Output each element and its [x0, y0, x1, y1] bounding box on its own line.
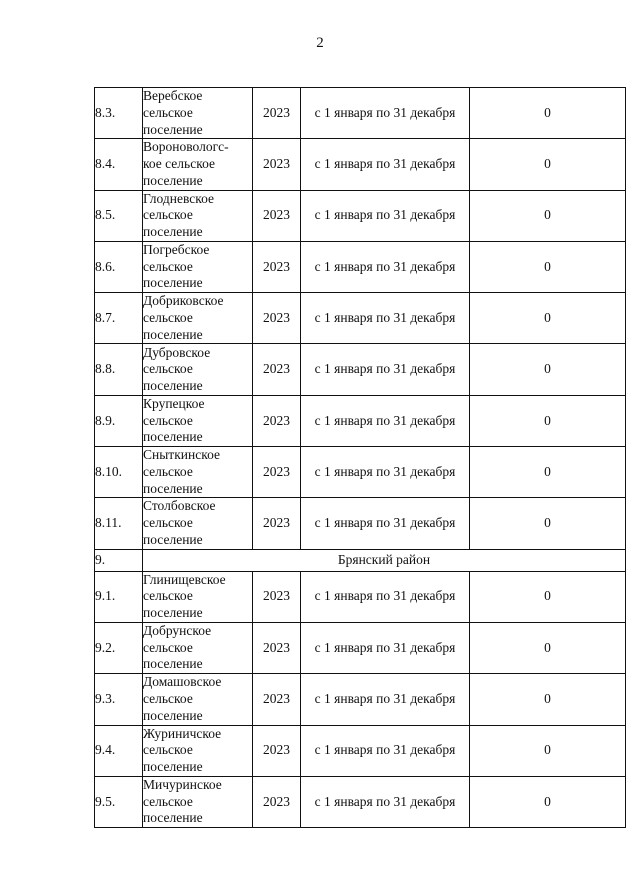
settlement-name-line: кое сельское	[143, 156, 215, 172]
settlement-name-line: поселение	[143, 224, 203, 240]
table-row	[95, 776, 626, 827]
settlement-name-line: Столбовское	[143, 498, 216, 514]
settlement-name-line: поселение	[143, 656, 203, 672]
row-number: 8.6.	[95, 241, 143, 292]
year-cell: 2023	[253, 447, 301, 498]
settlement-name-line: поселение	[143, 326, 203, 342]
period-cell: с 1 января по 31 декабря	[301, 395, 470, 446]
row-number: 8.3.	[95, 88, 143, 139]
row-number: 8.10.	[95, 447, 143, 498]
year-cell: 2023	[253, 571, 301, 622]
row-number: 9.4.	[95, 725, 143, 776]
settlement-name-line: поселение	[143, 275, 203, 291]
settlements-table	[94, 87, 626, 828]
year-cell: 2023	[253, 674, 301, 725]
settlement-name-line: поселение	[143, 172, 203, 188]
settlement-name-line: сельское	[143, 412, 193, 428]
period-cell: с 1 января по 31 декабря	[301, 571, 470, 622]
settlement-name-line: поселение	[143, 121, 203, 137]
value-cell: 0	[470, 395, 626, 446]
value-cell: 0	[470, 776, 626, 827]
period-cell: с 1 января по 31 декабря	[301, 447, 470, 498]
settlement-name-line: поселение	[143, 707, 203, 723]
year-cell: 2023	[253, 725, 301, 776]
settlement-name-line: сельское	[143, 207, 193, 223]
value-cell: 0	[470, 293, 626, 344]
period-cell: с 1 января по 31 декабря	[301, 344, 470, 395]
settlement-name	[143, 293, 253, 344]
section-row	[95, 549, 626, 571]
settlement-name-line: сельское	[143, 104, 193, 120]
row-number: 8.11.	[95, 498, 143, 549]
year-cell: 2023	[253, 190, 301, 241]
year-cell: 2023	[253, 622, 301, 673]
settlement-name-line: поселение	[143, 810, 203, 826]
table-row	[95, 344, 626, 395]
settlement-name	[143, 395, 253, 446]
value-cell: 0	[470, 88, 626, 139]
settlement-name-line: Добриковское	[143, 293, 224, 309]
table-row	[95, 88, 626, 139]
settlement-name-line: Глодневское	[143, 190, 215, 206]
value-cell: 0	[470, 674, 626, 725]
settlement-name	[143, 498, 253, 549]
section-number: 9.	[95, 549, 143, 571]
period-cell: с 1 января по 31 декабря	[301, 674, 470, 725]
period-cell: с 1 января по 31 декабря	[301, 725, 470, 776]
value-cell: 0	[470, 139, 626, 190]
settlement-name	[143, 139, 253, 190]
settlement-name	[143, 674, 253, 725]
table-row	[95, 395, 626, 446]
row-number: 9.5.	[95, 776, 143, 827]
settlement-name-line: сельское	[143, 309, 193, 325]
period-cell: с 1 января по 31 декабря	[301, 293, 470, 344]
table-body	[95, 88, 626, 828]
row-number: 8.9.	[95, 395, 143, 446]
settlement-name-line: поселение	[143, 377, 203, 393]
settlement-name-line: поселение	[143, 480, 203, 496]
table-row	[95, 498, 626, 549]
period-cell: с 1 января по 31 декабря	[301, 622, 470, 673]
year-cell: 2023	[253, 293, 301, 344]
period-cell: с 1 января по 31 декабря	[301, 139, 470, 190]
table-row	[95, 190, 626, 241]
year-cell: 2023	[253, 498, 301, 549]
settlement-name-line: Журиничское	[143, 725, 222, 741]
settlement-name-line: поселение	[143, 531, 203, 547]
table-row	[95, 293, 626, 344]
settlement-name-line: Мичуринское	[143, 776, 222, 792]
settlement-name-line: Вороновологс-	[143, 139, 229, 155]
settlement-name-line: сельское	[143, 691, 193, 707]
settlement-name-line: поселение	[143, 429, 203, 445]
row-number: 8.5.	[95, 190, 143, 241]
settlement-name	[143, 241, 253, 292]
settlement-name-line: сельское	[143, 793, 193, 809]
year-cell: 2023	[253, 395, 301, 446]
row-number: 9.1.	[95, 571, 143, 622]
settlement-name-line: сельское	[143, 742, 193, 758]
settlement-name-line: поселение	[143, 605, 203, 621]
settlement-name-line: Домашовское	[143, 674, 222, 690]
period-cell: с 1 января по 31 декабря	[301, 776, 470, 827]
table-row	[95, 139, 626, 190]
settlement-name-line: Дубровское	[143, 344, 211, 360]
row-number: 8.4.	[95, 139, 143, 190]
value-cell: 0	[470, 447, 626, 498]
year-cell: 2023	[253, 88, 301, 139]
value-cell: 0	[470, 190, 626, 241]
year-cell: 2023	[253, 139, 301, 190]
row-number: 8.8.	[95, 344, 143, 395]
settlement-name	[143, 447, 253, 498]
settlement-name	[143, 88, 253, 139]
row-number: 8.7.	[95, 293, 143, 344]
settlement-name-line: Погребское	[143, 241, 210, 257]
period-cell: с 1 января по 31 декабря	[301, 88, 470, 139]
settlement-name	[143, 776, 253, 827]
year-cell: 2023	[253, 776, 301, 827]
settlement-name-line: сельское	[143, 258, 193, 274]
page-number: 2	[316, 35, 324, 51]
period-cell: с 1 января по 31 декабря	[301, 190, 470, 241]
year-cell: 2023	[253, 344, 301, 395]
table-row	[95, 622, 626, 673]
settlement-name-line: Крупецкое	[143, 395, 205, 411]
settlement-name	[143, 622, 253, 673]
settlement-name	[143, 190, 253, 241]
settlement-name-line: сельское	[143, 463, 193, 479]
row-number: 9.2.	[95, 622, 143, 673]
table-row	[95, 725, 626, 776]
value-cell: 0	[470, 498, 626, 549]
table-row	[95, 674, 626, 725]
table-row	[95, 571, 626, 622]
value-cell: 0	[470, 622, 626, 673]
value-cell: 0	[470, 241, 626, 292]
settlement-name-line: Сныткинское	[143, 447, 220, 463]
settlement-name	[143, 344, 253, 395]
row-number: 9.3.	[95, 674, 143, 725]
settlement-name-line: Веребское	[143, 88, 203, 104]
period-cell: с 1 января по 31 декабря	[301, 498, 470, 549]
settlement-name-line: сельское	[143, 361, 193, 377]
settlement-name-line: сельское	[143, 588, 193, 604]
table-row	[95, 447, 626, 498]
settlement-name-line: Глинищевское	[143, 571, 226, 587]
settlement-name-line: сельское	[143, 639, 193, 655]
section-title: Брянский район	[143, 549, 626, 571]
settlement-name-line: Добрунское	[143, 623, 212, 639]
period-cell: с 1 января по 31 декабря	[301, 241, 470, 292]
settlement-name-line: сельское	[143, 515, 193, 531]
settlement-name	[143, 725, 253, 776]
table-row	[95, 241, 626, 292]
settlement-name	[143, 571, 253, 622]
value-cell: 0	[470, 725, 626, 776]
value-cell: 0	[470, 571, 626, 622]
year-cell: 2023	[253, 241, 301, 292]
value-cell: 0	[470, 344, 626, 395]
settlement-name-line: поселение	[143, 759, 203, 775]
